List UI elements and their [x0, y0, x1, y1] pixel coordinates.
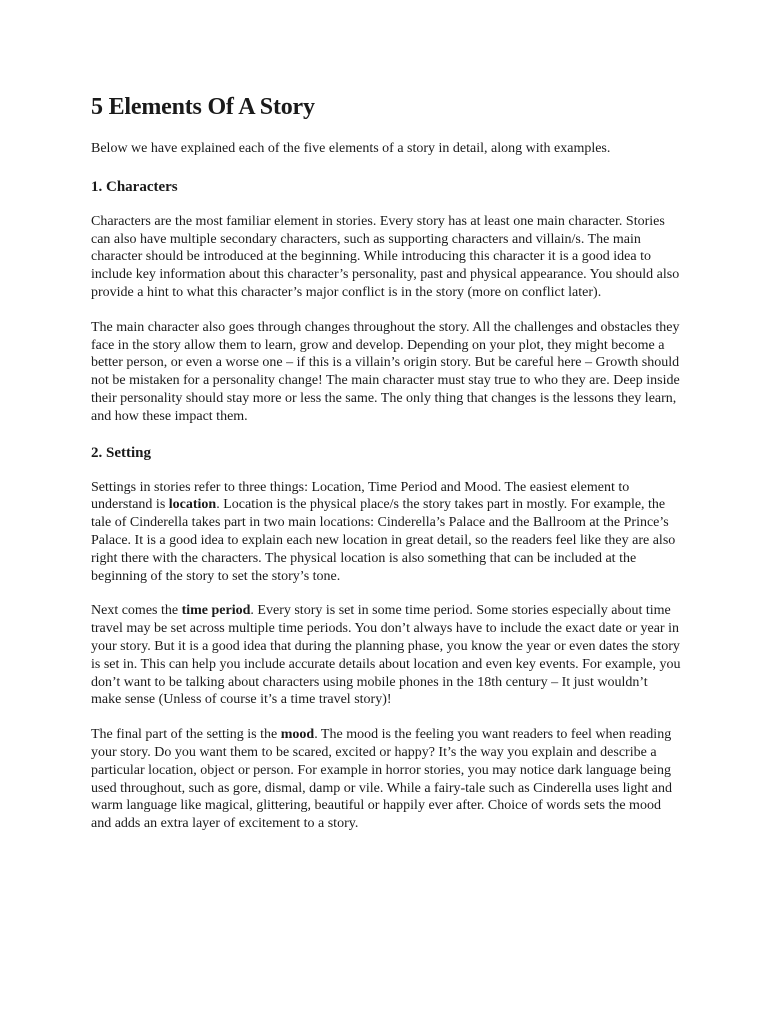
section-heading-setting: 2. Setting: [91, 444, 151, 461]
section-heading-characters: 1. Characters: [91, 178, 178, 195]
text-span: . Location is the physical place/s the story takes part in mostly. For example, the tale of Cinderella takes part in two main locations: Cinderella’s Palace and the Ballroom at the Prince’s Palace. It is a good idea to explain each new location in great detail, so the readers feel like they are also right there with the characters. The physical location is also something that can be included at the beginning of the story to set the story’s tone.: [91, 497, 676, 584]
intro-paragraph: Below we have explained each of the five elements of a story in detail, along with examples.: [91, 141, 611, 156]
text-span: Settings in stories refer to three things: Location, Time Period and Mood. The easiest element to understand is: [91, 479, 630, 513]
text-span: The final part of the setting is the: [91, 727, 281, 743]
characters-paragraph-1: Characters are the most familiar element in stories. Every story has at least one main character. Stories can also have multiple secondary characters, such as supporting characters and villain/s. The main character should be introduced at the beginning. While introducing this character it is a good idea to include key information about this character’s personality, past and physical appearance. You should also provide a hint to what this character’s major conflict is in the story (more on conflict later).: [91, 213, 680, 300]
setting-paragraph-time-period: [91, 602, 681, 709]
section-characters: [91, 177, 681, 426]
setting-paragraph-location: [91, 479, 681, 586]
text-span: . The mood is the feeling you want readers to feel when reading your story. Do you want them to be scared, excited or happy? It’s the way you explain and describe a particular location, object or person. For example in horror stories, you may notice dark language being used throughout, such as gore, dismal, damp or vile. While a fairy-tale such as Cinderella uses light and warm language like magical, glittering, beautiful or happily ever after. Choice of words sets the mood and adds an extra layer of excitement to a story.: [91, 727, 672, 832]
text-span: Next comes the: [91, 603, 182, 619]
bold-term-mood: mood: [280, 727, 315, 743]
page-title: 5 Elements Of A Story: [91, 94, 315, 120]
bold-term-location: location: [168, 497, 217, 513]
setting-paragraph-mood: [91, 726, 681, 833]
document-page: [91, 92, 681, 850]
bold-term-time-period: time period: [181, 603, 251, 619]
text-span: . Every story is set in some time period. Some stories especially about time travel may be set across multiple time periods. You don’t always have to include the exact date or year in your story. But it is a good idea that during the planning phase, you know the year or even dates the story is set in. This can help you include accurate details about location and even key events. For example, you don’t want to be talking about characters using mobile phones in the 18th century – It just wouldn’t make sense (Unless of course it’s a time travel story)!: [91, 603, 681, 708]
section-setting: [91, 443, 681, 833]
characters-paragraph-2: The main character also goes through changes throughout the story. All the challenges and obstacles they face in the story allow them to learn, grow and develop. Depending on your plot, they might become a better person, or even a worse one – if this is a villain’s origin story. But be careful here – Growth should not be mistaken for a personality change! The main character must stay true to who they are. Deep inside their personality should stay more or less the same. The only thing that changes is the lessons they learn, and how these impact them.: [91, 319, 680, 424]
